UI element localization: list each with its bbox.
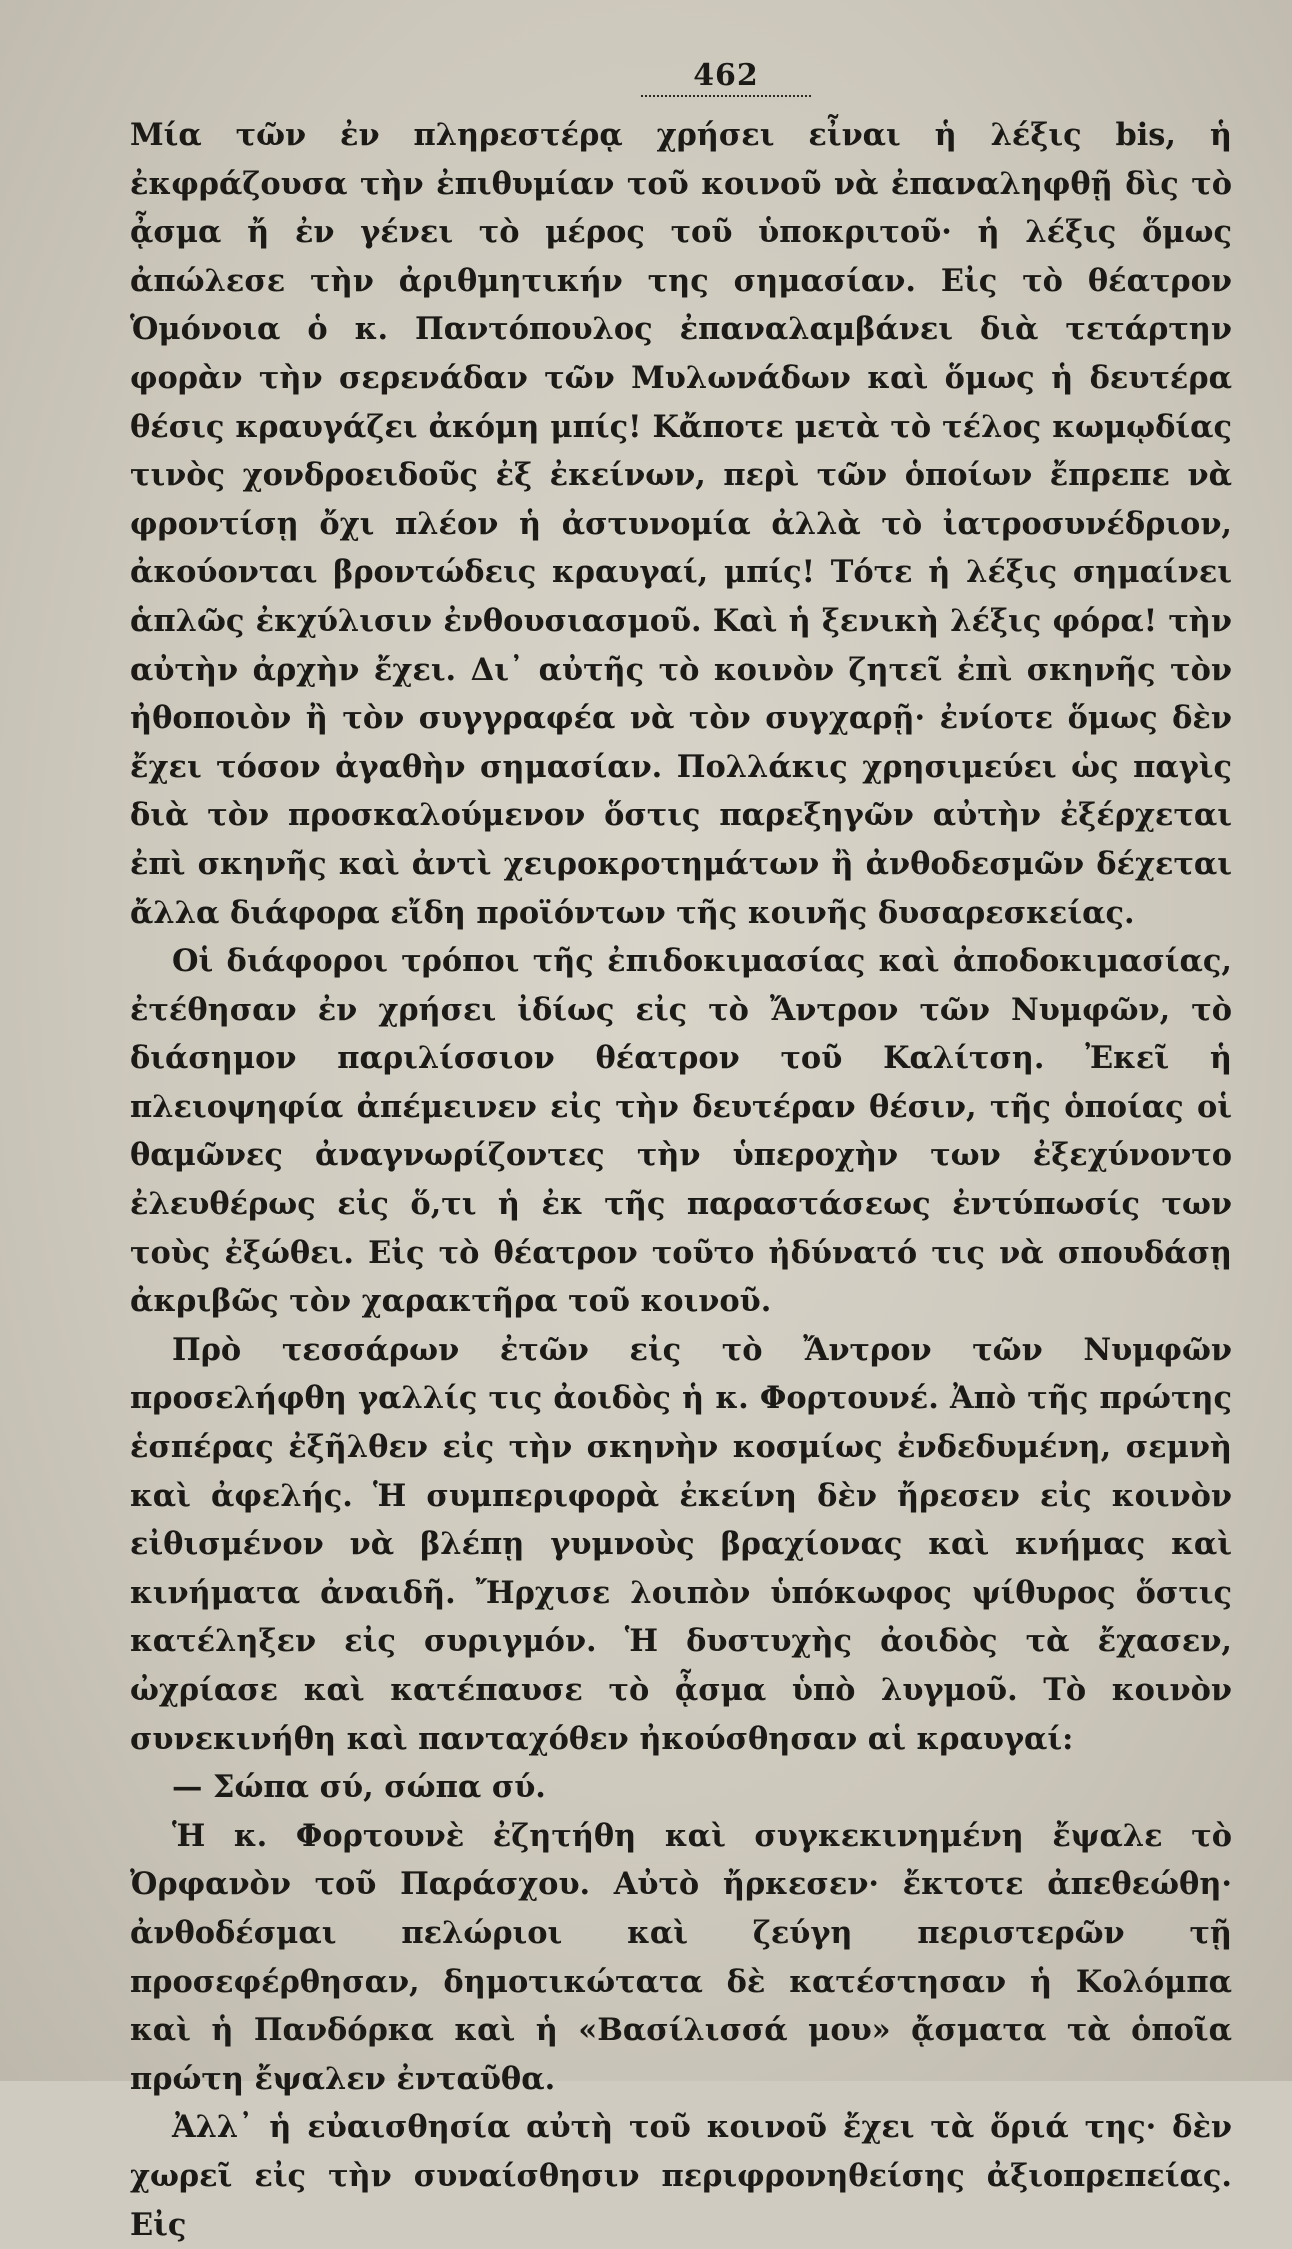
paragraph-applause-methods: Οἱ διάφοροι τρόποι τῆς ἐπιδοκιμασίας καὶ ἀποδοκιμασίας, ἐτέθησαν ἐν χρήσει ἰδίως εἰς τὸ Ἄντρον τῶν Νυμφῶν, τὸ διάσημον παριλίσσιον θέατρον τοῦ Καλίτση. Ἐκεῖ ἡ πλειοψηφία ἀπέμεινεν εἰς τὴν δευτέραν θέσιν, τῆς ὁποίας οἱ θαμῶνες ἀναγνωρίζοντες τὴν ὑπεροχὴν των ἐξεχύνοντο ἐλευθέρως εἰς ὅ,τι ἡ ἐκ τῆς παραστάσεως ἐντύπωσίς των τοὺς ἐξώθει. Εἰς τὸ θέατρον τοῦτο ἠδύνατό τις νὰ σπουδάσῃ ἀκριβῶς τὸν χαρακτῆρα τοῦ κοινοῦ. xyxy=(130,943,1232,1320)
paragraph-fortune-singer: Πρὸ τεσσάρων ἐτῶν εἰς τὸ Ἄντρον τῶν Νυμφῶν προσελήφθη γαλλίς τις ἀοιδὸς ἡ κ. Φορτουνέ. Ἀπὸ τῆς πρώτης ἑσπέρας ἐξῆλθεν εἰς τὴν σκηνὴν κοσμίως ἐνδεδυμένη, σεμνὴ καὶ ἀφελής. Ἡ συμπεριφορὰ ἐκείνη δὲν ἤρεσεν εἰς κοινὸν εἰθισμένον νὰ βλέπῃ γυμνοὺς βραχίονας καὶ κνήμας καὶ κινήματα ἀναιδῆ. Ἤρχισε λοιπὸν ὑπόκωφος ψίθυρος ὅστις κατέληξεν εἰς συριγμόν. Ἡ δυστυχὴς ἀοιδὸς τὰ ἔχασεν, ὠχρίασε καὶ κατέπαυσε τὸ ᾆσμα ὑπὸ λυγμοῦ. Τὸ κοινὸν συνεκινήθη καὶ πανταχόθεν ἠκούσθησαν αἱ κραυγαί: xyxy=(130,1331,1232,1757)
dialogue-line: — Σώπα σύ, σώπα σύ. xyxy=(172,1769,546,1806)
paragraph-bis: Μία τῶν ἐν πληρεστέρᾳ χρήσει εἶναι ἡ λέξις bis, ἡ ἐκφράζουσα τὴν ἐπιθυμίαν τοῦ κοινοῦ νὰ ἐπαναληφθῇ δὶς τὸ ᾆσμα ἤ ἐν γένει τὸ μέρος τοῦ ὑποκριτοῦ· ἡ λέξις ὅμως ἀπώλεσε τὴν ἀριθμητικήν της σημασίαν. Εἰς τὸ θέατρον Ὁμόνοια ὁ κ. Παντόπουλος ἐπαναλαμβάνει διὰ τετάρτην φορὰν τὴν σερενάδαν τῶν Μυλωνάδων καὶ ὅμως ἡ δευτέρα θέσις κραυγάζει ἀκόμη μπίς! Κἄποτε μετὰ τὸ τέλος κωμῳδίας τινὸς χονδροειδοῦς ἐξ ἐκείνων, περὶ τῶν ὁποίων ἔπρεπε νὰ φροντίσῃ ὄχι πλέον ἡ ἀστυνομία ἀλλὰ τὸ ἰατροσυνέδριον, ἀκούονται βροντώδεις κραυγαί, μπίς! Τότε ἡ λέξις σημαίνει ἁπλῶς ἐκχύλισιν ἐνθουσιασμοῦ. Καὶ ἡ ξενικὴ λέξις φόρα! τὴν αὐτὴν ἀρχὴν ἔχει. Δι᾿ αὐτῆς τὸ κοινὸν ζητεῖ ἐπὶ σκηνῆς τὸν ἠθοποιὸν ἢ τὸν συγγραφέα νὰ τὸν συγχαρῇ· ἐνίοτε ὅμως δὲν ἔχει τόσον ἀγαθὴν σημασίαν. Πολλάκις χρησιμεύει ὡς παγὶς διὰ τὸν προσκαλούμενον ὅστις παρεξηγῶν αὐτὴν ἐξέρχεται ἐπὶ σκηνῆς καὶ ἀντὶ χειροκροτημάτων ἢ ἀνθοδεσμῶν δέχεται ἄλλα διάφορα εἴδη προϊόντων τῆς κοινῆς δυσαρεσκείας. xyxy=(130,117,1232,931)
page-number: 462 xyxy=(693,58,759,93)
page-number-rule xyxy=(641,95,811,97)
paragraph-orphan-song: Ἡ κ. Φορτουνὲ ἐζητήθη καὶ συγκεκινημένη ἔψαλε τὸ Ὀρφανὸν τοῦ Παράσχου. Αὐτὸ ἤρκεσεν· ἔκτοτε ἀπεθεώθη· ἀνθοδέσμαι πελώριοι καὶ ζεύγη περιστερῶν τῇ προσεφέρθησαν, δημοτικώτατα δὲ κατέστησαν ἡ Κολόμπα καὶ ἡ Πανδόρκα καὶ ἡ «Βασίλισσά μου» ᾄσματα τὰ ὁποῖα πρώτη ἔψαλεν ἐνταῦθα. xyxy=(130,1817,1232,2097)
body-text xyxy=(130,111,1232,2249)
paragraph-sensitivity: Ἀλλ᾿ ἡ εὐαισθησία αὐτὴ τοῦ κοινοῦ ἔχει τὰ ὅριά της· δὲν χωρεῖ εἰς τὴν συναίσθησιν περιφρονηθείσης ἀξιοπρεπείας. Εἰς xyxy=(130,2109,1232,2243)
